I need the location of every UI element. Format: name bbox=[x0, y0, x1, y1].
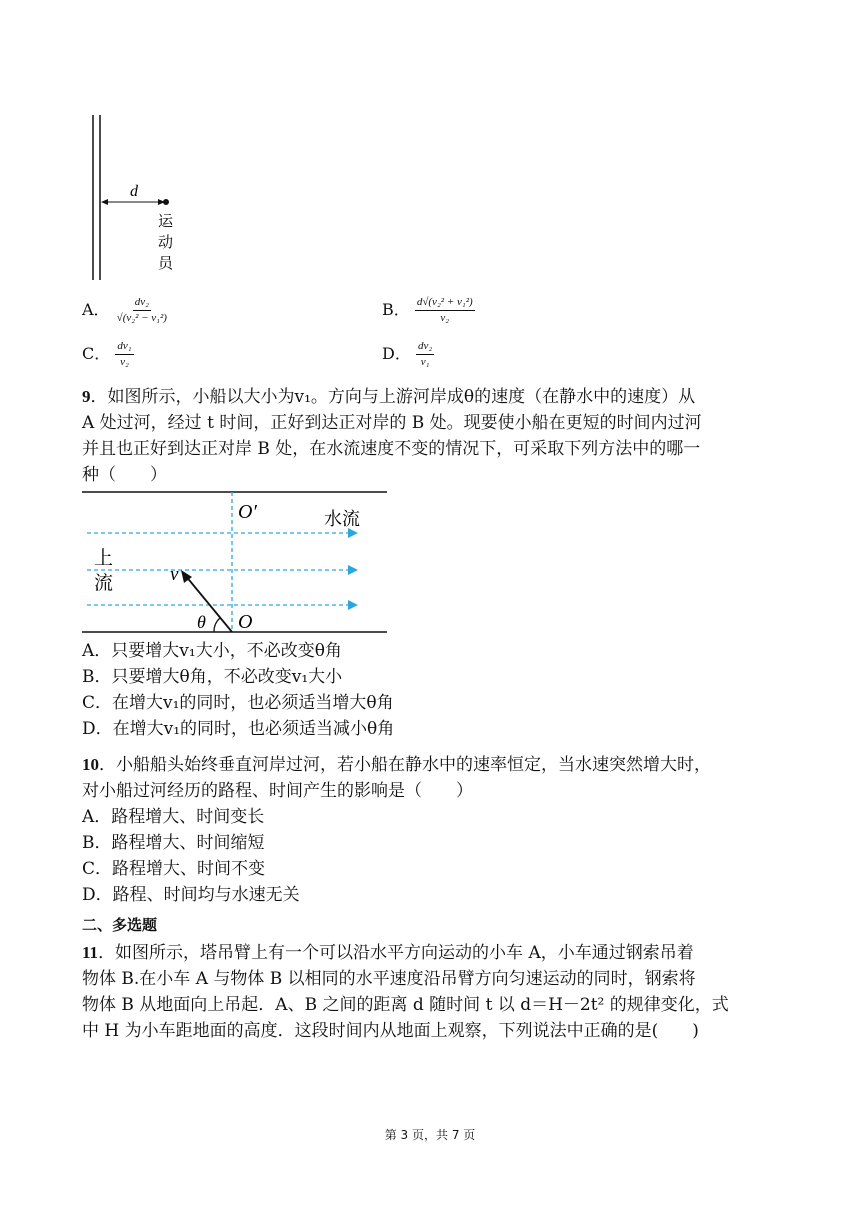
q9-option: C．在增大v₁的同时，也必须适当增大θ角 bbox=[82, 693, 394, 713]
q8-option-a: A． $\frac{\text{dv₂}}{\text{√(v₂² − v₁²)}}$ bbox=[82, 296, 167, 324]
velocity-vector bbox=[185, 575, 232, 632]
label-water-flow: 水流 bbox=[324, 509, 360, 530]
q11-stem-line: 中 H 为小车距地面的高度．这段时间内从地面上观察，下列说法中正确的是( ) bbox=[82, 1021, 699, 1041]
flow-arrow-head bbox=[348, 565, 358, 575]
label-v: v bbox=[170, 564, 179, 585]
figure-q9 bbox=[82, 488, 388, 636]
label-o-prime: O′ bbox=[238, 501, 257, 523]
q10-option: D．路程、时间均与水速无关 bbox=[82, 885, 300, 905]
athlete-label: 运 bbox=[158, 212, 174, 230]
q10-option: C．路程增大、时间不变 bbox=[82, 859, 266, 879]
label-o: O bbox=[238, 611, 253, 633]
label-upstream: 流 bbox=[94, 572, 114, 594]
section-heading: 二、多选题 bbox=[82, 916, 158, 934]
q9-stem-line: 种（ ） bbox=[82, 465, 167, 485]
fraction: $\frac{\text{dv₂}}{\text{√(v₂² − v₁²)}}$ bbox=[116, 296, 167, 324]
question-number: 9 bbox=[82, 387, 91, 406]
angle-arc bbox=[214, 618, 220, 632]
q11-stem-line: 物体 B.在小车 A 与物体 B 以相同的水平速度沿吊臂方向匀速运动的同时，钢索将 bbox=[82, 969, 696, 989]
q9-option: A．只要增大v₁大小，不必改变θ角 bbox=[82, 641, 342, 661]
q9-stem-line: 并且也正好到达正对岸 B 处，在水流速度不变的情况下，可采取下列方法中的哪一 bbox=[82, 439, 701, 459]
fraction: $\frac{\text{dv₂}}{\text{v₁}}$ bbox=[417, 340, 433, 368]
figure-q8 bbox=[80, 110, 210, 285]
q10-option: A．路程增大、时间变长 bbox=[82, 807, 265, 827]
athlete-label: 员 bbox=[158, 254, 174, 272]
page-number: 第 3 页，共 7 页 bbox=[384, 1128, 476, 1142]
q8-option-d: D． $\frac{\text{dv₂}}{\text{v₁}}$ bbox=[382, 340, 433, 368]
q11-stem-line: 物体 B 从地面向上吊起．A、B 之间的距离 d 随时间 t 以 d＝H－2t² 的规律变化，式 bbox=[82, 995, 729, 1015]
q10-option: B．路程增大、时间缩短 bbox=[82, 833, 265, 853]
q8-option-c: C． $\frac{\text{dv₁}}{\text{v₂}}$ bbox=[82, 340, 132, 368]
q11-stem-line: 11．如图所示，塔吊臂上有一个可以沿水平方向运动的小车 A，小车通过钢索吊着 bbox=[82, 943, 694, 963]
q9-option: B．只要增大θ角，不必改变v₁大小 bbox=[82, 667, 343, 687]
arrow-head-left bbox=[101, 199, 108, 205]
q10-stem-line: 10．小船船头始终垂直河岸过河，若小船在静水中的速率恒定，当水速突然增大时， bbox=[82, 755, 711, 775]
q8-option-b: B． $\frac{\text{d√(v₂² + v₁²)}}{\text{v₂}}$ bbox=[382, 296, 473, 324]
fraction: $\frac{\text{d√(v₂² + v₁²)}}{\text{v₂}}$ bbox=[416, 296, 473, 324]
question-number: 10 bbox=[82, 755, 99, 774]
label-theta: θ bbox=[197, 612, 206, 632]
fraction: $\frac{\text{dv₁}}{\text{v₂}}$ bbox=[117, 340, 132, 368]
question-number: 11 bbox=[82, 943, 99, 962]
distance-label: d bbox=[130, 183, 138, 200]
label-upstream: 上 bbox=[94, 547, 114, 569]
athlete-label: 动 bbox=[158, 233, 174, 251]
athlete-dot bbox=[163, 199, 169, 205]
q9-stem-line: 9．如图所示，小船以大小为v₁。方向与上游河岸成θ的速度（在静水中的速度）从 bbox=[82, 387, 696, 407]
flow-arrow-head bbox=[348, 600, 358, 610]
q9-stem-line: A 处过河，经过 t 时间，正好到达正对岸的 B 处。现要使小船在更短的时间内过河 bbox=[82, 413, 702, 433]
q9-option: D．在增大v₁的同时，也必须适当减小θ角 bbox=[82, 719, 395, 739]
q10-stem-line: 对小船过河经历的路程、时间产生的影响是（ ） bbox=[82, 781, 473, 801]
